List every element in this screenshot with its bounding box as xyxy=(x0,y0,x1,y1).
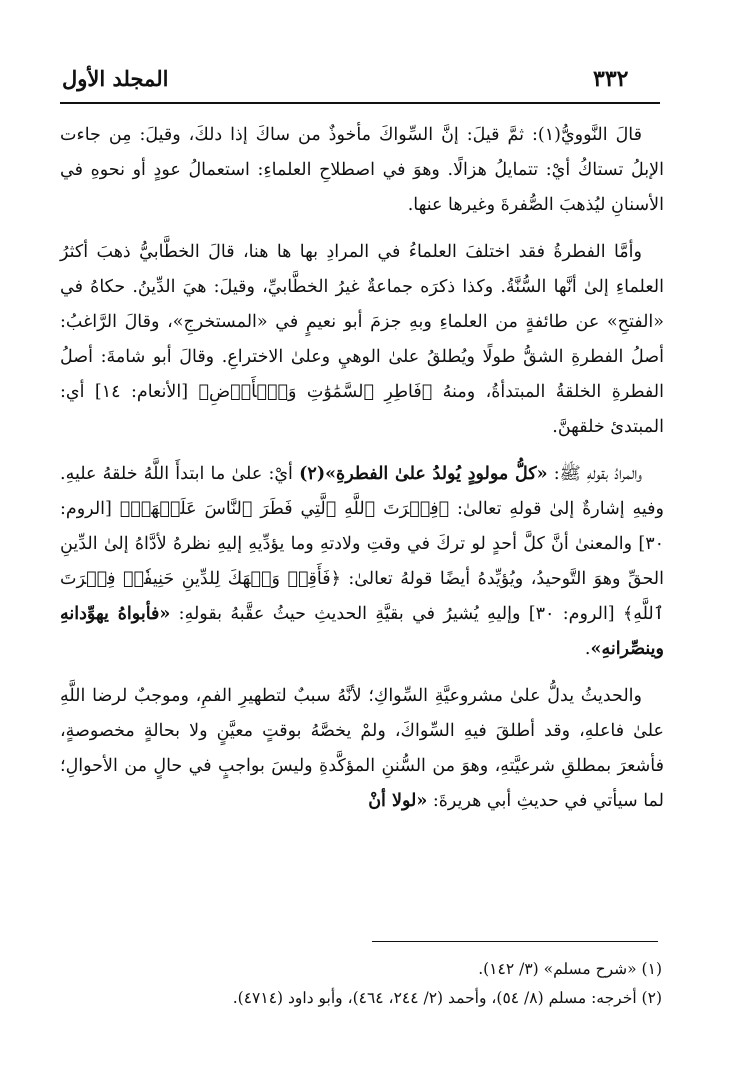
hadith-quote-abu-hurayra: «لولا أنْ xyxy=(368,791,428,811)
header-rule xyxy=(60,102,660,104)
hadith-quote-fitra: «كلُّ مولودٍ يُولدُ علىٰ الفطرةِ»(٢) xyxy=(299,464,548,484)
p4-body: والحديثُ يدلُّ علىٰ مشروعيَّةِ السِّواكِ؛ لأنَّهُ سببٌ لتطهيرِ الفمِ، وموجبٌ لرضا اللَّهِ علىٰ فاعلهِ، وقد أطلقَ فيهِ السِّواكَ، ولمْ يخصَّهُ بوقتٍ معيَّنٍ ولا بحالةٍ مخصوصةٍ، فأشعرَ بمطلقِ شرعيَّتهِ، وهوَ من السُّننِ المؤكَّدةِ وليسَ بواجبٍ في حالٍ من الأحوالِ؛ لما سيأتي في حديثِ أبي هريرةَ: xyxy=(60,686,664,811)
footnote-2: (٢) أخرجه: مسلم (٨/ ٥٤)، وأحمد (٢/ ٢٤٤، ٤٦٤)، وأبو داود (٤٧١٤). xyxy=(232,989,662,1007)
main-text xyxy=(60,118,664,831)
footnote-1: (١) «شرح مسلم» (٣/ ١٤٢). xyxy=(478,960,662,978)
paragraph-siwak-definition: قالَ النَّوويُّ(١): ثمَّ قيلَ: إنَّ السِّواكَ مأخوذٌ من ساكَ إذا دلكَ، وقيلَ: مِن جاءت الإبلُ تستاكُ أيْ: تتمايلُ هزالًا. وهوَ في اصطلاحِ العلماءِ: استعمالُ عودٍ أو نحوهِ في الأسنانِ ليُذهبَ الصُّفرةَ وغيرها عنها. xyxy=(60,125,664,215)
volume-title: المجلد الأول xyxy=(62,66,169,91)
paragraph-fitra-meaning: وأمَّا الفطرةُ فقد اختلفَ العلماءُ في المرادِ بها ها هنا، قالَ الخطَّابيُّ ذهبَ أكثرُ العلماءِ إلىٰ أنَّها السُّنَّةُ. وكذا ذكرَه جماعةٌ غيرُ الخطَّابيِّ، وقيلَ: هيَ الدِّينُ. حكاهُ في «الفتحِ» عن طائفةٍ من العلماءِ وبهِ جزمَ أبو نعيمٍ في «المستخرجِ»، وقالَ الرَّاغبُ: أصلُ الفطرةِ الشقُّ طولًا ويُطلقُ علىٰ الوهيِ وعلىٰ الاختراعِ. وقالَ أبو شامةَ: أصلُ الفطرةِ الخلقةُ المبتدأةُ، ومنهُ ﴿فَاطِرِ ٱلسَّمَٰوَٰتِ وَٱلۡأَرۡضِ﴾ [الأنعام: ١٤] أي: المبتدئ خلقهنَّ. xyxy=(60,242,664,437)
footnote-rule xyxy=(372,941,658,942)
p3-intro: والمرادُ بقولهِ ﷺ: xyxy=(547,464,642,484)
p3-body: أيْ: علىٰ ما ابتدأَ اللَّهُ خلقهُ عليهِ. وفيهِ إشارةٌ إلىٰ قولهِ تعالىٰ: ﴿فِطۡرَتَ ٱللَّهِ ٱلَّتِي فَطَرَ ٱلنَّاسَ عَلَيۡهَاۚ﴾ [الروم: ٣٠] والمعنىٰ أنَّ كلَّ أحدٍ لو تركَ في وقتِ ولادتهِ وما يؤدِّيهِ إليهِ نظرهُ لأدَّاهُ إلىٰ الدِّينِ الحقِّ وهوَ التَّوحيدُ، ويُؤيِّدهُ أيضًا قولهُ تعالىٰ: ﴿فَأَقِمۡ وَجۡهَكَ لِلدِّينِ حَنِيفٗاۚ فِطۡرَتَ ٱللَّهِ﴾ [الروم: ٣٠] وإليهِ يُشيرُ في بقيَّةِ الحديثِ حيثُ عقَّبهُ بقولهِ: xyxy=(60,464,664,624)
p3-end: . xyxy=(584,639,591,659)
paragraph-hadith-explanation xyxy=(60,457,664,667)
paragraph-siwak-ruling xyxy=(60,679,664,819)
page-number: ٣٣٢ xyxy=(593,66,629,92)
hadith-quote-parents: «فأبواهُ يهوِّدانهِ وينصِّرانهِ» xyxy=(60,604,664,659)
footnotes xyxy=(60,955,664,1013)
